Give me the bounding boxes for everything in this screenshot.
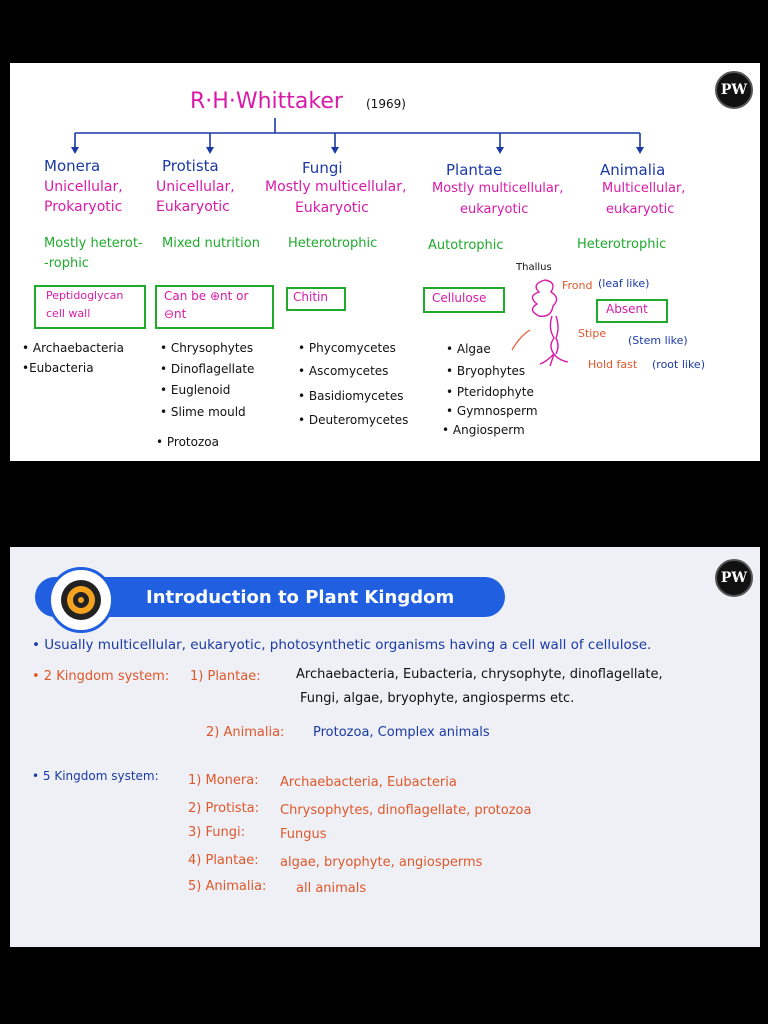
- plantae-example: • Angiosperm: [442, 423, 525, 437]
- plant-kingdom-slide: [10, 547, 760, 947]
- two-kingdom-plantae-text: Archaebacteria, Eubacteria, chrysophyte, dinoflagellate,: [296, 667, 663, 682]
- protista-example: • Protozoa: [156, 435, 219, 449]
- five-kingdom-item-label: 2) Protista:: [188, 801, 260, 816]
- kingdom-fungi-type: Eukaryotic: [295, 200, 369, 216]
- kingdom-fungi-name: Fungi: [302, 159, 343, 177]
- kingdom-monera-nutrition: Mostly heterot-: [44, 236, 143, 251]
- five-kingdom-item-label: 1) Monera:: [188, 773, 259, 788]
- pw-logo: PW: [715, 559, 753, 597]
- holdfast-note: (root like): [652, 358, 705, 371]
- kingdom-plantae-cells: Mostly multicellular,: [432, 181, 564, 196]
- five-kingdom-item-text: Chrysophytes, dinoflagellate, protozoa: [280, 803, 532, 818]
- frond-note: (leaf like): [598, 277, 650, 290]
- kingdom-fungi-wall: Chitin: [293, 290, 328, 304]
- kingdom-monera-nutrition-cont: -rophic: [44, 256, 89, 271]
- kingdom-fungi-nutrition: Heterotrophic: [288, 236, 378, 251]
- fungi-example: • Basidiomycetes: [298, 389, 404, 403]
- five-kingdom-item-label: 4) Plantae:: [188, 853, 259, 868]
- slide-title: Introduction to Plant Kingdom: [146, 587, 455, 608]
- kingdom-protista-nutrition: Mixed nutrition: [162, 236, 260, 251]
- kingdom-animalia-nutrition: Heterotrophic: [577, 237, 667, 252]
- kingdom-monera-name: Monera: [44, 157, 101, 175]
- plantae-example: • Algae: [446, 342, 491, 356]
- five-kingdom-item-label: 3) Fungi:: [188, 825, 245, 840]
- five-kingdom-item-text: Fungus: [280, 827, 327, 842]
- protista-example: • Dinoflagellate: [160, 362, 255, 376]
- monera-example: • Archaebacteria: [22, 341, 124, 355]
- plant-kingdom-definition: • Usually multicellular, eukaryotic, photosynthetic organisms having a cell wall of cellulose.: [32, 637, 652, 653]
- fungi-example: • Deuteromycetes: [298, 413, 409, 427]
- plantae-example: • Bryophytes: [446, 364, 526, 378]
- fungi-example: • Phycomycetes: [298, 341, 396, 355]
- stipe-label: Stipe: [578, 327, 607, 340]
- kingdom-animalia-cells: Multicellular,: [602, 181, 686, 196]
- target-icon: [48, 567, 114, 633]
- five-kingdom-label: • 5 Kingdom system:: [32, 769, 159, 783]
- protista-example: • Euglenoid: [160, 383, 231, 397]
- classification-tree-lines: [10, 63, 760, 163]
- plantae-example: • Pteridophyte: [446, 385, 534, 399]
- protista-example: • Chrysophytes: [160, 341, 254, 355]
- thallus-label: Thallus: [516, 262, 552, 273]
- kingdom-protista-cells: Unicellular,: [156, 179, 235, 195]
- five-kingdom-item-text: algae, bryophyte, angiosperms: [280, 855, 483, 870]
- protista-example: • Slime mould: [160, 405, 246, 419]
- holdfast-label: Hold fast: [588, 358, 638, 371]
- two-kingdom-label: • 2 Kingdom system:: [32, 669, 170, 684]
- kingdom-animalia-wall: Absent: [606, 302, 648, 316]
- kingdom-protista-name: Protista: [162, 157, 219, 175]
- kingdom-plantae-nutrition: Autotrophic: [428, 238, 504, 253]
- kingdom-animalia-name: Animalia: [600, 161, 666, 179]
- kingdom-protista-wall-cont: ⊖nt: [164, 307, 187, 321]
- five-kingdom-item-text: Archaebacteria, Eubacteria: [280, 775, 457, 790]
- five-kingdom-item-label: 5) Animalia:: [188, 879, 267, 894]
- monera-example: •Eubacteria: [22, 361, 94, 375]
- pw-logo: PW: [715, 71, 753, 109]
- kingdom-monera-type: Prokaryotic: [44, 199, 123, 215]
- kingdom-plantae-wall: Cellulose: [432, 291, 487, 305]
- five-kingdom-item-text: all animals: [296, 881, 367, 896]
- two-kingdom-animalia-label: 2) Animalia:: [206, 725, 285, 740]
- frond-label: Frond: [562, 279, 593, 292]
- plantae-example: • Gymnosperm: [446, 404, 538, 418]
- kingdom-fungi-cells: Mostly multicellular,: [265, 179, 407, 195]
- kingdom-protista-wall: Can be ⊕nt or: [164, 289, 249, 303]
- kingdom-monera-wall: Peptidoglycan: [46, 289, 124, 302]
- kingdom-monera-cells: Unicellular,: [44, 179, 123, 195]
- kingdom-animalia-type: eukaryotic: [606, 202, 675, 217]
- two-kingdom-plantae-text-cont: Fungi, algae, bryophyte, angiosperms etc.: [300, 691, 575, 706]
- slide-title: R·H·Whittaker: [190, 89, 343, 114]
- title-year: (1969): [366, 97, 406, 111]
- kingdom-monera-wall-cont: cell wall: [46, 307, 91, 320]
- fungi-example: • Ascomycetes: [298, 364, 389, 378]
- whittaker-slide: [10, 63, 760, 461]
- kingdom-protista-type: Eukaryotic: [156, 199, 230, 215]
- stipe-note: (Stem like): [628, 334, 688, 347]
- two-kingdom-animalia-text: Protozoa, Complex animals: [313, 725, 490, 740]
- two-kingdom-plantae-label: 1) Plantae:: [190, 669, 261, 684]
- kingdom-plantae-name: Plantae: [446, 161, 503, 179]
- kingdom-plantae-type: eukaryotic: [460, 202, 529, 217]
